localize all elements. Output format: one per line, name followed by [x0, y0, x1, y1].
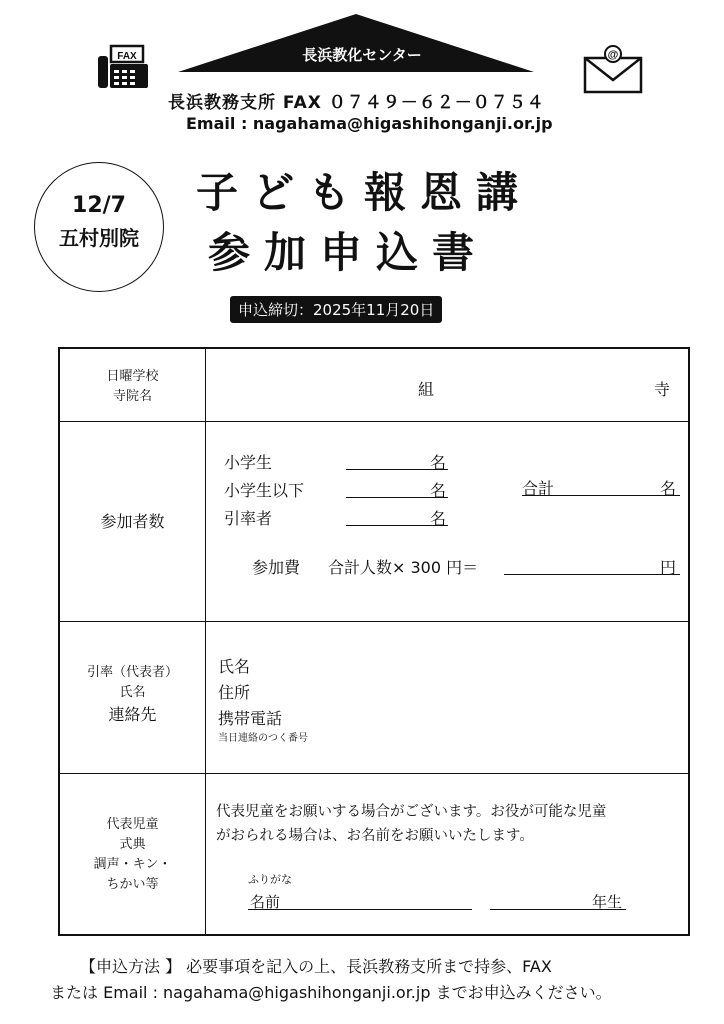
- svg-text:@: @: [607, 49, 619, 61]
- application-method-line1: 【申込方法 】 必要事項を記入の上、長浜教務支所まで持参、FAX: [80, 957, 552, 976]
- participant-row-name: 引率者: [224, 509, 273, 528]
- total-label: 合計: [522, 479, 555, 498]
- application-form: [58, 347, 690, 936]
- badge-place: 五村別院: [59, 226, 139, 250]
- participant-row-unit: 名: [430, 453, 447, 472]
- fee-label: 参加費: [252, 558, 301, 577]
- mail-icon: [582, 44, 644, 94]
- title-line1: 子ども報恩講: [196, 168, 533, 217]
- participant-row-name: 小学生: [224, 453, 273, 472]
- date-badge: [34, 162, 164, 292]
- leader-address-field[interactable]: 住所: [218, 683, 251, 702]
- fee-blank[interactable]: [504, 574, 680, 575]
- row-divider: [60, 773, 688, 774]
- total-blank[interactable]: [522, 495, 680, 496]
- representative-description-line2: がおられる場合は、お名前をお願いいたします。: [216, 828, 534, 844]
- center-name: 長浜教化センター: [302, 46, 422, 64]
- grade-label: 年生: [592, 893, 623, 911]
- leader-phone-field[interactable]: 携帯電話: [218, 709, 283, 728]
- badge-date: 12/7: [72, 193, 126, 218]
- fax-icon: [98, 44, 152, 90]
- fee-unit: 円: [660, 558, 677, 577]
- fee-formula: 合計人数× 300 円＝: [328, 558, 479, 577]
- furigana-label: ふりがな: [248, 873, 292, 886]
- temple-label: 日曜学校 寺院名: [106, 369, 159, 404]
- phone-note: 当日連絡のつく番号: [218, 733, 308, 744]
- total-unit: 名: [660, 479, 677, 498]
- participants-label: 参加者数: [100, 512, 165, 531]
- representative-label: 代表児童 式典 調声・キン・ ちかい等: [93, 817, 172, 892]
- deadline-badge: 申込締切：2025年11月20日: [230, 296, 442, 323]
- column-divider: [205, 349, 206, 934]
- email-address: Email : nagahama@higashihonganji.or.jp: [186, 114, 553, 133]
- fax-icon-label: FAX: [117, 51, 137, 62]
- tera-label: 寺: [654, 380, 671, 399]
- row-divider: [60, 621, 688, 622]
- representative-description-line1: 代表児童をお願いする場合がございます。お役が可能な児童: [216, 804, 607, 820]
- leader-label: 引率（代表者） 氏名 連絡先: [86, 665, 178, 724]
- row-divider: [60, 421, 688, 422]
- leader-name-field[interactable]: 氏名: [218, 657, 251, 676]
- title-line2: 参加申込書: [208, 228, 489, 277]
- application-method-line2: または Email : nagahama@higashihonganji.or.jp までお申込みください。: [50, 983, 612, 1002]
- kumi-label: 組: [418, 380, 435, 399]
- child-name-blank[interactable]: [248, 909, 472, 910]
- fax-number: 長浜教務支所 FAX ０７４９－６２－０７５４: [168, 93, 545, 113]
- participant-row-unit: 名: [430, 509, 447, 528]
- participant-row-unit: 名: [430, 481, 447, 500]
- participant-row-name: 小学生以下: [224, 481, 305, 500]
- child-name-label: 名前: [250, 893, 281, 911]
